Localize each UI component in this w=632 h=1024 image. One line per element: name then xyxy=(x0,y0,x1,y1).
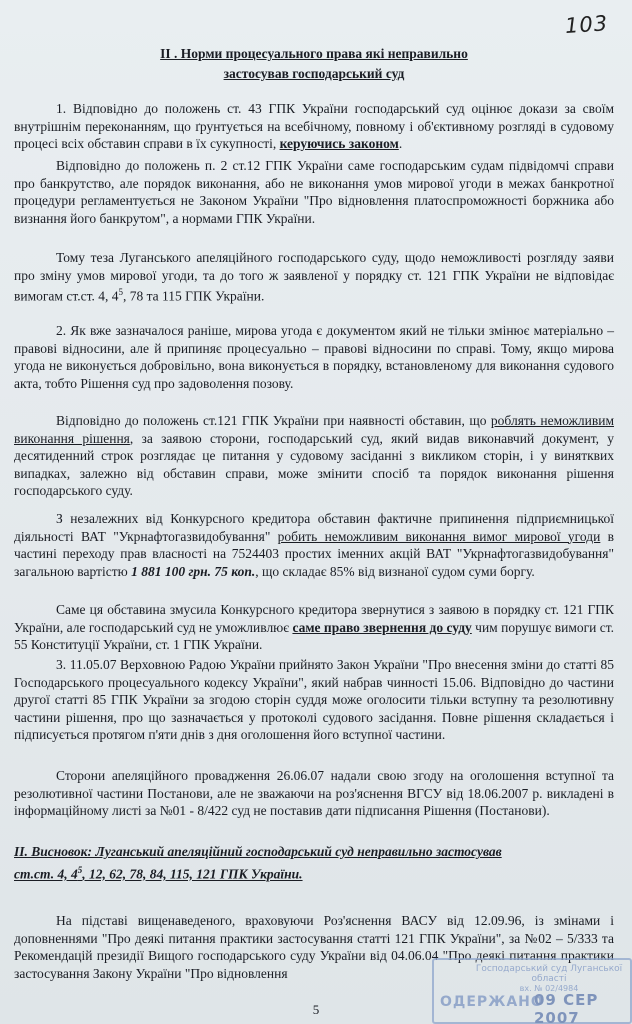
paragraph-5-underlined: роблять неможливим виконання рішення xyxy=(14,413,614,446)
paragraph-10: На підставі вищенаведеного, враховуючи Роз'яснення ВАСУ від 12.09.96, із змінами і доповненнями "Про деякі питання практики застосування статті 121 ГПК України", за №02 – 5/333 та Рекомендацій президії Вищого господарського суду України від 04.06.04 "Про деякі питання практики застосування Закону України "Про відновлення xyxy=(14,913,614,981)
paragraph-3-superscript: 5 xyxy=(118,287,123,297)
paragraph-2: Відповідно до положень п. 2 ст.12 ГПК України саме господарським судам підвідомчі справи про банкрутство, але порядок виконання, або не виконання умов мирової угоди в межах банкротної процедури регламентується не Законом України "Про відновлення платоспроможності боржника або визнання його банкрутом", а нормами ГПК України. xyxy=(14,158,614,226)
stamp-date: 09 СЕР 2007 xyxy=(534,991,599,1024)
stamp-court-name: Господарський суд Луганської області xyxy=(475,964,623,984)
conclusion-line-2: ст.ст. 4, 4 xyxy=(14,866,78,882)
paragraph-6-text: З незалежних від Конкурсного кредитора обставин фактичне припинення підприємницької діяльності ВАТ "Укрнафтогазвидобування" xyxy=(14,511,614,544)
paragraph-3-text: Тому теза Луганського апеляційного господарського суду, щодо неможливості розгляду заяви про зміну умов мирової угоди, та до того ж заявленої у порядку ст. 121 ГПК України не відповідає вимогам ст.ст. 4, 4 xyxy=(14,250,614,304)
paragraph-6 xyxy=(14,510,614,580)
paragraph-6-underlined: робить неможливим виконання вимог мирової угоди xyxy=(277,528,601,544)
paragraph-5-end: , за заявою сторони, господарський суд, який видав виконавчий документ, у десятиденний строк розглядає це питання у судовому засіданні з викликом сторін, і у винятквих випадках, залежно від обставин справи, може змінити спосіб та порядок виконання рішення господарського суду. xyxy=(14,430,614,498)
page-number: 5 xyxy=(312,1002,320,1017)
paragraph-1-text: 1. Відповідно до положень ст. 43 ГПК України господарський суд оцінює докази за своїм внутрішнім переконанням, що ґрунтується на всебічному, повному і об'єктивному розгляді в судовому процесі всіх обставин справи в їх сукупності, xyxy=(14,101,614,151)
paragraph-6-amount: 1 881 100 грн. 75 коп. xyxy=(131,563,256,579)
paragraph-4: 2. Як вже зазначалося раніше, мирова угода є документом який не тільки змінює матеріально – правові відносини, але й припиняє процесуально – правові відносини по справі. Тому, якщо мирова угода не виконується добровільно, вона виконується в порядку, встановленому для виконання судового акта, тобто Рішення суд про задоволення позову. xyxy=(14,323,614,391)
paragraph-1-emphasis: керуючись законом xyxy=(279,136,399,151)
paragraph-7-end: чим порушує вимоги ст. 55 Конституції України, ст. 1 ГПК України. xyxy=(14,619,615,652)
paragraph-6-middle: в частині переходу прав власності на 7524403 простих іменних акцій ВАТ "Укрнафтогазвидобування" загальною вартістю xyxy=(14,528,615,579)
paragraph-5 xyxy=(14,412,614,500)
stamp-reg-number: вх. № 02/4984 xyxy=(519,984,579,993)
heading-line-1: ІІ . Норми процесуального права які неправильно xyxy=(160,46,468,61)
paragraph-5-text: Відповідно до положень ст.121 ГПК України при наявності обставин, що xyxy=(56,413,491,428)
conclusion-line-2-end: , 12, 62, 78, 84, 115, 121 ГПК України. xyxy=(82,866,303,882)
paragraph-8: 3. 11.05.07 Верховною Радою України прийнято Закон України "Про внесення зміни до статті 85 Господарського процесуального кодексу України", який набрав чинності 15.06. Відповідно до частини другої статті 85 ГПК України за згодою сторін суддя може оголосити тільки вступну та резолютивну частини рішення, про що зазначається у протоколі судового засідання. Повне рішення складається і підписується протягом п'яти днів з дня оголошення його вступної частини. xyxy=(14,657,614,742)
handwritten-page-mark: 103 xyxy=(564,11,609,39)
paragraph-1-end: . xyxy=(398,136,403,151)
conclusion-heading xyxy=(14,842,614,884)
stamp-received-label: ОДЕРЖАНО xyxy=(440,994,544,1010)
conclusion-line-1: ІІ. Висновок: Луганський апеляційний господарський суд неправильно застосував xyxy=(14,844,502,859)
paragraph-9: Сторони апеляційного провадження 26.06.07 надали свою згоду на оголошення вступної та резолютивної частини Постанови, але не зважаючи на роз'яснення ВГСУ від 18.06.2007 р. викладені в інформаційному листі за №01 - 8/422 суд не поставив дати підписання Рішення (Постанови). xyxy=(14,768,614,818)
heading-line-2: застосував господарський суд xyxy=(223,66,405,81)
section-heading xyxy=(14,44,614,84)
paragraph-7-text: Саме ця обставина змусила Конкурсного кредитора звернутися з заявою в порядку ст. 121 ГПК України, але господарський суд не уможливлює xyxy=(14,602,614,635)
paragraph-6-end: , що складає 85% від визнаної судом суми боргу. xyxy=(255,563,535,579)
conclusion-superscript: 5 xyxy=(77,865,83,875)
paragraph-3-end: , 78 та 115 ГПК України. xyxy=(122,288,265,304)
paragraph-3 xyxy=(14,249,614,305)
paragraph-1 xyxy=(14,100,614,153)
received-stamp xyxy=(432,958,632,1024)
paragraph-7 xyxy=(14,601,614,654)
paragraph-7-emphasis: саме право звернення до суду xyxy=(292,619,472,635)
